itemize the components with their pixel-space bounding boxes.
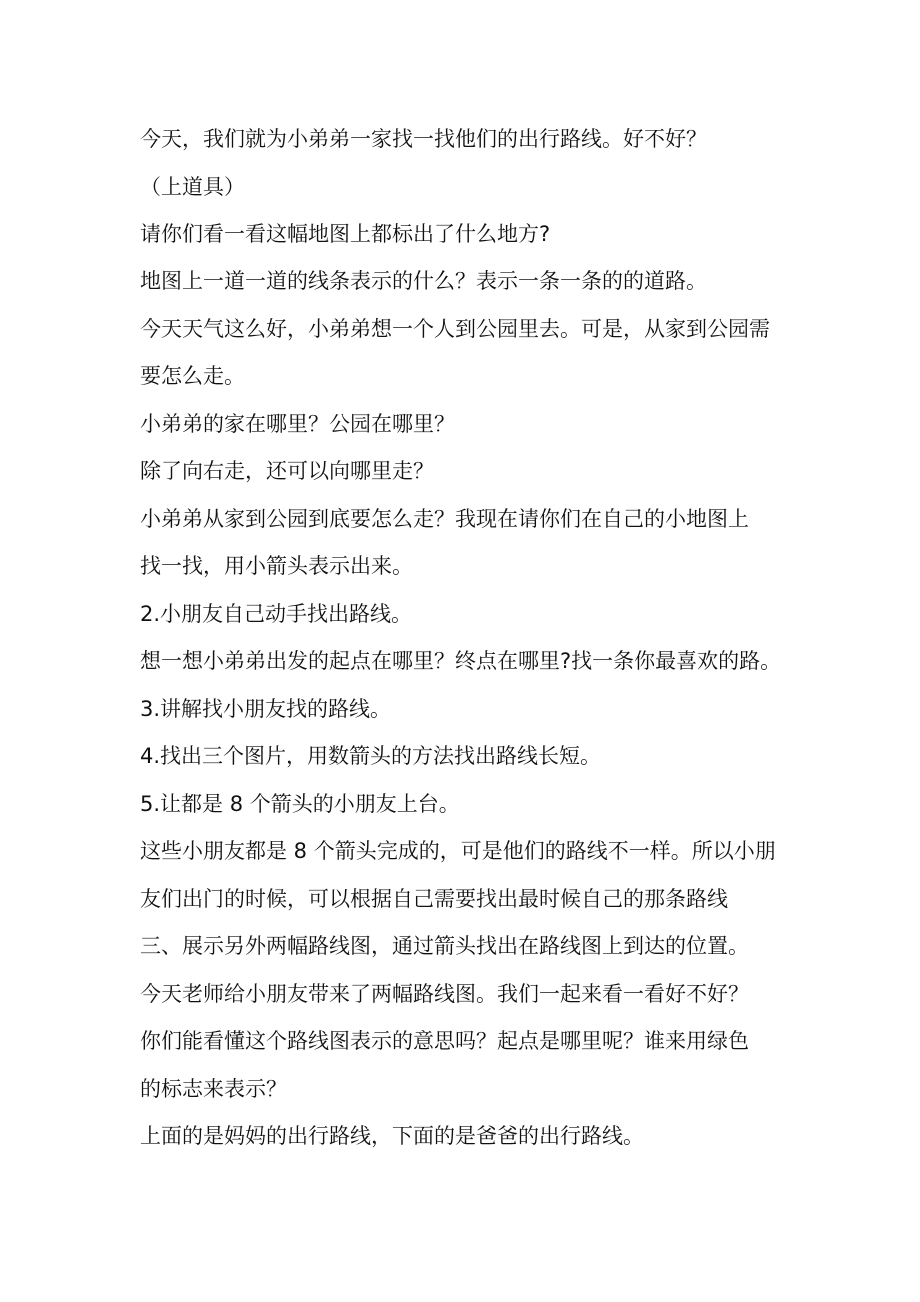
text-line-8: 除了向右走，还可以向哪里走？ <box>140 459 434 483</box>
text-line-19: 今天老师给小朋友带来了两幅路线图。我们一起来看一看好不好？ <box>140 982 749 1006</box>
text-line-10: 找一找，用小箭头表示出来。 <box>140 554 413 578</box>
text-line-9: 小弟弟从家到公园到底要怎么走？我现在请你们在自己的小地图上 <box>140 507 749 531</box>
text-line-7: 小弟弟的家在哪里？公园在哪里？ <box>140 412 455 436</box>
text-line-12: 想一想小弟弟出发的起点在哪里？终点在哪里?找一条你最喜欢的路。 <box>140 649 782 673</box>
text-line-15: 5.让都是 8 个箭头的小朋友上台。 <box>140 792 460 816</box>
text-line-5: 今天天气这么好，小弟弟想一个人到公园里去。可是，从家到公园需 <box>140 317 770 341</box>
text-line-11: 2.小朋友自己动手找出路线。 <box>140 602 413 626</box>
text-line-2: （上道具） <box>140 175 245 199</box>
text-line-13: 3.讲解找小朋友找的路线。 <box>140 697 392 721</box>
text-line-21: 的标志来表示？ <box>140 1077 287 1101</box>
text-line-17: 友们出门的时候，可以根据自己需要找出最时候自己的那条路线 <box>140 887 728 911</box>
text-line-3: 请你们看一看这幅地图上都标出了什么地方? <box>140 222 551 246</box>
text-line-16: 这些小朋友都是 8 个箭头完成的，可是他们的路线不一样。所以小朋 <box>140 839 776 863</box>
text-line-22: 上面的是妈妈的出行路线，下面的是爸爸的出行路线。 <box>140 1124 644 1148</box>
text-line-20: 你们能看懂这个路线图表示的意思吗？起点是哪里呢？谁来用绿色 <box>140 1029 749 1053</box>
text-line-4: 地图上一道一道的线条表示的什么？表示一条一条的的道路。 <box>140 269 707 293</box>
text-line-6: 要怎么走。 <box>140 364 245 388</box>
text-line-18: 三、展示另外两幅路线图，通过箭头找出在路线图上到达的位置。 <box>140 934 749 958</box>
text-line-14: 4.找出三个图片，用数箭头的方法找出路线长短。 <box>140 744 602 768</box>
text-line-1: 今天，我们就为小弟弟一家找一找他们的出行路线。好不好？ <box>140 127 707 151</box>
